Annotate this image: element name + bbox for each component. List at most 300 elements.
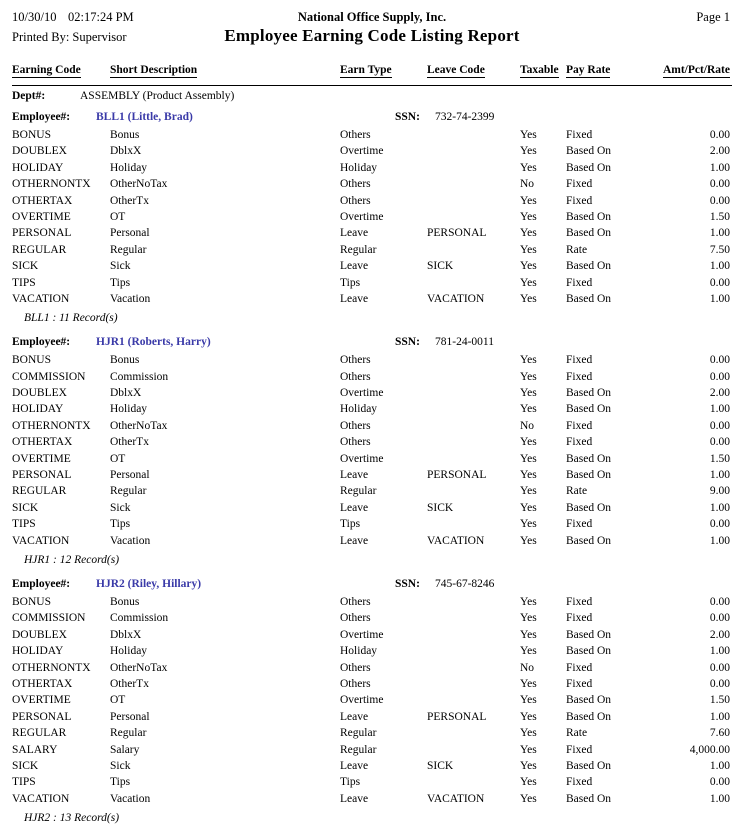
cell-earning-code: SICK bbox=[12, 501, 39, 514]
cell-pay-rate: Fixed bbox=[566, 194, 593, 207]
table-row bbox=[12, 629, 732, 645]
cell-pay-rate: Based On bbox=[566, 645, 612, 658]
cell-short-description: OT bbox=[110, 694, 126, 707]
cell-earn-type: Holiday bbox=[340, 403, 378, 416]
table-row bbox=[12, 776, 732, 792]
cell-short-description: DblxX bbox=[110, 145, 142, 158]
cell-earn-type: Overtime bbox=[340, 387, 384, 400]
cell-short-description: Tips bbox=[110, 276, 131, 289]
table-row bbox=[12, 227, 732, 243]
employee-record-count bbox=[12, 551, 732, 574]
cell-short-description: Bonus bbox=[110, 129, 140, 141]
cell-short-description: Tips bbox=[110, 518, 131, 531]
cell-short-description: Commission bbox=[110, 612, 169, 625]
cell-short-description: OT bbox=[110, 210, 126, 223]
cell-amount: 1.00 bbox=[709, 161, 730, 174]
cell-earning-code: REGULAR bbox=[12, 727, 67, 740]
cell-pay-rate: Based On bbox=[566, 792, 612, 805]
employee-label: Employee#: bbox=[12, 577, 71, 590]
cell-earning-code: SALARY bbox=[12, 743, 58, 756]
cell-short-description: Sick bbox=[110, 759, 131, 772]
cell-taxable: Yes bbox=[520, 354, 537, 367]
cell-earn-type: Regular bbox=[340, 243, 377, 256]
cell-earn-type: Leave bbox=[340, 292, 369, 305]
cell-amount: 1.00 bbox=[709, 403, 730, 416]
cell-pay-rate: Fixed bbox=[566, 776, 593, 789]
cell-amount: 0.00 bbox=[709, 595, 730, 608]
ssn-value: 781-24-0011 bbox=[435, 336, 494, 349]
cell-taxable: Yes bbox=[520, 436, 537, 449]
cell-earning-code: DOUBLEX bbox=[12, 628, 67, 641]
cell-leave-code: VACATION bbox=[427, 292, 485, 305]
table-row bbox=[12, 662, 732, 678]
cell-taxable: No bbox=[520, 661, 535, 674]
cell-short-description: DblxX bbox=[110, 628, 142, 641]
cell-amount: 0.00 bbox=[709, 677, 730, 690]
cell-pay-rate: Based On bbox=[566, 403, 612, 416]
table-row bbox=[12, 727, 732, 743]
cell-taxable: Yes bbox=[520, 694, 537, 707]
employee-record-count bbox=[12, 809, 732, 832]
cell-earning-code: TIPS bbox=[12, 776, 36, 789]
table-row bbox=[12, 277, 732, 293]
cell-short-description: OtherTx bbox=[110, 436, 149, 449]
cell-amount: 1.00 bbox=[709, 645, 730, 658]
cell-leave-code: VACATION bbox=[427, 792, 485, 805]
cell-taxable: Yes bbox=[520, 276, 537, 289]
cell-earn-type: Leave bbox=[340, 469, 369, 482]
cell-earning-code: VACATION bbox=[12, 534, 70, 547]
employee-block bbox=[12, 578, 732, 832]
cell-pay-rate: Fixed bbox=[566, 276, 593, 289]
employee-record-count bbox=[12, 309, 732, 332]
department-label: Dept#: bbox=[12, 90, 46, 102]
cell-pay-rate: Fixed bbox=[566, 370, 593, 383]
cell-short-description: OtherNoTax bbox=[110, 419, 168, 432]
report-header-line2 bbox=[12, 28, 732, 54]
cell-amount: 1.00 bbox=[709, 710, 730, 723]
cell-taxable: Yes bbox=[520, 534, 537, 547]
cell-short-description: OtherTx bbox=[110, 677, 149, 690]
cell-earning-code: PERSONAL bbox=[12, 469, 72, 482]
cell-taxable: Yes bbox=[520, 145, 537, 158]
cell-pay-rate: Based On bbox=[566, 759, 612, 772]
cell-amount: 0.00 bbox=[709, 194, 730, 207]
cell-amount: 0.00 bbox=[709, 776, 730, 789]
cell-earn-type: Others bbox=[340, 661, 371, 674]
cell-taxable: Yes bbox=[520, 677, 537, 690]
table-row bbox=[12, 244, 732, 260]
cell-earning-code: PERSONAL bbox=[12, 710, 72, 723]
table-row bbox=[12, 371, 732, 387]
cell-earning-code: OTHERNONTX bbox=[12, 661, 91, 674]
cell-earn-type: Tips bbox=[340, 518, 361, 531]
cell-short-description: OtherTx bbox=[110, 194, 149, 207]
employee-record-count-text: HJR2 : 13 Record(s) bbox=[24, 812, 120, 825]
table-row bbox=[12, 211, 732, 227]
cell-taxable: Yes bbox=[520, 469, 537, 482]
cell-short-description: Bonus bbox=[110, 354, 140, 367]
cell-pay-rate: Based On bbox=[566, 469, 612, 482]
cell-earning-code: BONUS bbox=[12, 595, 51, 608]
cell-short-description: DblxX bbox=[110, 387, 142, 400]
table-row bbox=[12, 403, 732, 419]
employee-record-count-text: BLL1 : 11 Record(s) bbox=[24, 312, 118, 325]
cell-pay-rate: Fixed bbox=[566, 129, 593, 141]
cell-short-description: Salary bbox=[110, 743, 140, 756]
cell-earning-code: TIPS bbox=[12, 276, 36, 289]
cell-taxable: Yes bbox=[520, 501, 537, 514]
cell-amount: 0.00 bbox=[709, 129, 730, 141]
cell-amount: 1.50 bbox=[709, 210, 730, 223]
cell-earning-code: BONUS bbox=[12, 129, 51, 141]
cell-earning-code: OVERTIME bbox=[12, 694, 71, 707]
cell-amount: 0.00 bbox=[709, 419, 730, 432]
column-header-short-description: Short Description bbox=[110, 64, 198, 76]
table-row bbox=[12, 420, 732, 436]
cell-taxable: Yes bbox=[520, 243, 537, 256]
cell-pay-rate: Based On bbox=[566, 227, 612, 240]
department-value: ASSEMBLY (Product Assembly) bbox=[80, 90, 235, 102]
cell-taxable: Yes bbox=[520, 194, 537, 207]
page-title: Employee Earning Code Listing Report bbox=[224, 26, 520, 45]
cell-pay-rate: Fixed bbox=[566, 595, 593, 608]
cell-pay-rate: Rate bbox=[566, 727, 588, 740]
cell-leave-code: SICK bbox=[427, 501, 454, 514]
cell-earning-code: DOUBLEX bbox=[12, 387, 67, 400]
cell-leave-code: PERSONAL bbox=[427, 710, 487, 723]
cell-leave-code: SICK bbox=[427, 260, 454, 273]
cell-earn-type: Others bbox=[340, 595, 371, 608]
cell-earn-type: Overtime bbox=[340, 694, 384, 707]
table-row bbox=[12, 485, 732, 501]
cell-pay-rate: Fixed bbox=[566, 354, 593, 367]
cell-pay-rate: Based On bbox=[566, 534, 612, 547]
cell-earning-code: HOLIDAY bbox=[12, 645, 64, 658]
cell-short-description: Personal bbox=[110, 710, 150, 723]
cell-earning-code: REGULAR bbox=[12, 485, 67, 498]
table-row bbox=[12, 744, 732, 760]
cell-pay-rate: Fixed bbox=[566, 612, 593, 625]
cell-amount: 0.00 bbox=[709, 661, 730, 674]
cell-earning-code: TIPS bbox=[12, 518, 36, 531]
cell-taxable: Yes bbox=[520, 161, 537, 174]
cell-pay-rate: Fixed bbox=[566, 419, 593, 432]
cell-pay-rate: Rate bbox=[566, 243, 588, 256]
cell-leave-code: PERSONAL bbox=[427, 469, 487, 482]
cell-amount: 1.00 bbox=[709, 260, 730, 273]
table-row bbox=[12, 535, 732, 551]
employee-id-link[interactable]: HJR1 (Roberts, Harry) bbox=[96, 336, 211, 349]
employee-block bbox=[12, 111, 732, 332]
cell-taxable: Yes bbox=[520, 129, 537, 141]
cell-short-description: Commission bbox=[110, 370, 169, 383]
cell-amount: 0.00 bbox=[709, 518, 730, 531]
ssn-label: SSN: bbox=[395, 336, 420, 349]
cell-short-description: Tips bbox=[110, 776, 131, 789]
cell-short-description: Sick bbox=[110, 501, 131, 514]
cell-short-description: Personal bbox=[110, 469, 150, 482]
cell-earning-code: OTHERTAX bbox=[12, 436, 73, 449]
cell-taxable: Yes bbox=[520, 227, 537, 240]
cell-taxable: Yes bbox=[520, 710, 537, 723]
table-row bbox=[12, 502, 732, 518]
cell-pay-rate: Based On bbox=[566, 628, 612, 641]
cell-earning-code: BONUS bbox=[12, 354, 51, 367]
cell-earning-code: HOLIDAY bbox=[12, 403, 64, 416]
table-row bbox=[12, 387, 732, 403]
cell-taxable: No bbox=[520, 419, 535, 432]
cell-earn-type: Overtime bbox=[340, 628, 384, 641]
cell-earning-code: OTHERNONTX bbox=[12, 419, 91, 432]
cell-amount: 0.00 bbox=[709, 612, 730, 625]
cell-pay-rate: Based On bbox=[566, 145, 612, 158]
cell-pay-rate: Fixed bbox=[566, 661, 593, 674]
cell-earning-code: OTHERTAX bbox=[12, 677, 73, 690]
cell-taxable: Yes bbox=[520, 485, 537, 498]
cell-amount: 2.00 bbox=[709, 145, 730, 158]
cell-earning-code: COMMISSION bbox=[12, 370, 86, 383]
cell-earning-code: REGULAR bbox=[12, 243, 67, 256]
cell-earning-code: OVERTIME bbox=[12, 452, 71, 465]
cell-pay-rate: Based On bbox=[566, 292, 612, 305]
cell-short-description: Vacation bbox=[110, 792, 151, 805]
cell-earn-type: Leave bbox=[340, 501, 369, 514]
cell-short-description: Bonus bbox=[110, 595, 140, 608]
cell-earn-type: Others bbox=[340, 194, 371, 207]
cell-earn-type: Regular bbox=[340, 727, 377, 740]
cell-amount: 1.00 bbox=[709, 501, 730, 514]
cell-amount: 7.50 bbox=[709, 243, 730, 256]
table-row bbox=[12, 596, 732, 612]
cell-earn-type: Regular bbox=[340, 485, 377, 498]
cell-taxable: Yes bbox=[520, 628, 537, 641]
cell-earn-type: Others bbox=[340, 436, 371, 449]
table-row bbox=[12, 469, 732, 485]
column-header-leave-code: Leave Code bbox=[427, 64, 485, 76]
table-row bbox=[12, 645, 732, 661]
cell-taxable: Yes bbox=[520, 759, 537, 772]
cell-amount: 0.00 bbox=[709, 354, 730, 367]
cell-earn-type: Tips bbox=[340, 776, 361, 789]
cell-pay-rate: Fixed bbox=[566, 518, 593, 531]
cell-amount: 1.00 bbox=[709, 292, 730, 305]
cell-earning-code: VACATION bbox=[12, 292, 70, 305]
cell-earn-type: Leave bbox=[340, 759, 369, 772]
cell-taxable: Yes bbox=[520, 210, 537, 223]
cell-amount: 2.00 bbox=[709, 628, 730, 641]
cell-earn-type: Holiday bbox=[340, 161, 378, 174]
cell-short-description: Holiday bbox=[110, 403, 148, 416]
cell-taxable: Yes bbox=[520, 776, 537, 789]
printed-by: Printed By: Supervisor bbox=[12, 30, 127, 44]
cell-earn-type: Overtime bbox=[340, 145, 384, 158]
cell-taxable: Yes bbox=[520, 292, 537, 305]
table-row bbox=[12, 518, 732, 534]
employee-block bbox=[12, 336, 732, 574]
cell-amount: 1.00 bbox=[709, 534, 730, 547]
cell-short-description: Sick bbox=[110, 260, 131, 273]
cell-pay-rate: Rate bbox=[566, 485, 588, 498]
cell-amount: 0.00 bbox=[709, 276, 730, 289]
cell-short-description: Regular bbox=[110, 485, 147, 498]
table-row bbox=[12, 178, 732, 194]
cell-earning-code: HOLIDAY bbox=[12, 161, 64, 174]
cell-earn-type: Leave bbox=[340, 792, 369, 805]
column-header-earning-code: Earning Code bbox=[12, 64, 81, 76]
column-header-amt-pct-rate: Amt/Pct/Rate bbox=[662, 64, 730, 76]
cell-leave-code: SICK bbox=[427, 759, 454, 772]
cell-earn-type: Others bbox=[340, 370, 371, 383]
cell-earn-type: Regular bbox=[340, 743, 377, 756]
cell-earning-code: OTHERTAX bbox=[12, 194, 73, 207]
cell-pay-rate: Based On bbox=[566, 452, 612, 465]
cell-amount: 0.00 bbox=[709, 436, 730, 449]
table-row bbox=[12, 453, 732, 469]
table-row bbox=[12, 711, 732, 727]
table-column-headers bbox=[12, 64, 732, 84]
cell-earn-type: Others bbox=[340, 354, 371, 367]
table-row bbox=[12, 293, 732, 309]
cell-taxable: Yes bbox=[520, 743, 537, 756]
table-row bbox=[12, 694, 732, 710]
department-row bbox=[12, 90, 732, 107]
cell-earn-type: Leave bbox=[340, 534, 369, 547]
cell-amount: 9.00 bbox=[709, 485, 730, 498]
employee-id-link[interactable]: BLL1 (Little, Brad) bbox=[96, 111, 193, 123]
header-divider bbox=[12, 85, 732, 86]
page-number: Page 1 bbox=[696, 10, 730, 24]
cell-earn-type: Overtime bbox=[340, 452, 384, 465]
report-body bbox=[12, 111, 732, 832]
table-row bbox=[12, 145, 732, 161]
cell-earning-code: VACATION bbox=[12, 792, 70, 805]
cell-amount: 1.50 bbox=[709, 452, 730, 465]
cell-pay-rate: Based On bbox=[566, 387, 612, 400]
cell-taxable: Yes bbox=[520, 452, 537, 465]
ssn-value: 745-67-8246 bbox=[435, 577, 495, 590]
cell-earn-type: Others bbox=[340, 129, 371, 141]
cell-earning-code: COMMISSION bbox=[12, 612, 86, 625]
cell-taxable: Yes bbox=[520, 387, 537, 400]
table-row bbox=[12, 354, 732, 370]
cell-short-description: OT bbox=[110, 452, 126, 465]
ssn-label: SSN: bbox=[395, 111, 420, 123]
cell-short-description: Vacation bbox=[110, 292, 151, 305]
cell-short-description: Personal bbox=[110, 227, 150, 240]
cell-short-description: Holiday bbox=[110, 645, 148, 658]
table-row bbox=[12, 793, 732, 809]
company-name: National Office Supply, Inc. bbox=[297, 10, 447, 24]
employee-label: Employee#: bbox=[12, 111, 71, 123]
cell-pay-rate: Based On bbox=[566, 694, 612, 707]
cell-amount: 0.00 bbox=[709, 370, 730, 383]
employee-header-row bbox=[12, 336, 732, 354]
cell-amount: 4,000.00 bbox=[689, 743, 730, 756]
report-time: 02:17:24 PM bbox=[68, 10, 134, 24]
ssn-value: 732-74-2399 bbox=[435, 111, 495, 123]
cell-earn-type: Others bbox=[340, 612, 371, 625]
cell-pay-rate: Based On bbox=[566, 210, 612, 223]
report-date: 10/30/10 bbox=[12, 10, 57, 24]
cell-amount: 7.60 bbox=[709, 727, 730, 740]
cell-short-description: Vacation bbox=[110, 534, 151, 547]
cell-earn-type: Tips bbox=[340, 276, 361, 289]
cell-taxable: Yes bbox=[520, 370, 537, 383]
cell-taxable: Yes bbox=[520, 518, 537, 531]
cell-earn-type: Holiday bbox=[340, 645, 378, 658]
cell-short-description: Regular bbox=[110, 727, 147, 740]
cell-earning-code: OTHERNONTX bbox=[12, 178, 91, 191]
cell-taxable: Yes bbox=[520, 260, 537, 273]
cell-earning-code: PERSONAL bbox=[12, 227, 72, 240]
cell-short-description: Regular bbox=[110, 243, 147, 256]
cell-pay-rate: Fixed bbox=[566, 178, 593, 191]
cell-amount: 1.00 bbox=[709, 227, 730, 240]
cell-earn-type: Others bbox=[340, 178, 371, 191]
cell-taxable: Yes bbox=[520, 645, 537, 658]
cell-taxable: Yes bbox=[520, 612, 537, 625]
table-row bbox=[12, 760, 732, 776]
cell-pay-rate: Based On bbox=[566, 501, 612, 514]
employee-record-count-text: HJR1 : 12 Record(s) bbox=[24, 553, 120, 566]
cell-earning-code: DOUBLEX bbox=[12, 145, 67, 158]
cell-earning-code: OVERTIME bbox=[12, 210, 71, 223]
cell-pay-rate: Based On bbox=[566, 161, 612, 174]
cell-amount: 1.00 bbox=[709, 792, 730, 805]
cell-taxable: Yes bbox=[520, 792, 537, 805]
cell-amount: 0.00 bbox=[709, 178, 730, 191]
cell-amount: 2.00 bbox=[709, 387, 730, 400]
cell-earn-type: Leave bbox=[340, 260, 369, 273]
table-row bbox=[12, 129, 732, 145]
employee-header-row bbox=[12, 111, 732, 129]
column-header-earn-type: Earn Type bbox=[340, 64, 392, 76]
cell-short-description: OtherNoTax bbox=[110, 178, 168, 191]
cell-earning-code: SICK bbox=[12, 260, 39, 273]
cell-short-description: OtherNoTax bbox=[110, 661, 168, 674]
cell-earn-type: Leave bbox=[340, 710, 369, 723]
employee-id-link[interactable]: HJR2 (Riley, Hillary) bbox=[96, 577, 202, 590]
ssn-label: SSN: bbox=[395, 577, 420, 590]
cell-leave-code: PERSONAL bbox=[427, 227, 487, 240]
cell-amount: 1.50 bbox=[709, 694, 730, 707]
table-row bbox=[12, 260, 732, 276]
column-header-pay-rate: Pay Rate bbox=[566, 64, 611, 76]
table-row bbox=[12, 612, 732, 628]
table-row bbox=[12, 678, 732, 694]
cell-earn-type: Others bbox=[340, 419, 371, 432]
cell-pay-rate: Fixed bbox=[566, 743, 593, 756]
cell-earning-code: SICK bbox=[12, 759, 39, 772]
table-row bbox=[12, 195, 732, 211]
cell-short-description: Holiday bbox=[110, 161, 148, 174]
employee-label: Employee#: bbox=[12, 336, 71, 349]
cell-pay-rate: Based On bbox=[566, 710, 612, 723]
cell-amount: 1.00 bbox=[709, 469, 730, 482]
cell-earn-type: Overtime bbox=[340, 210, 384, 223]
table-row bbox=[12, 162, 732, 178]
cell-taxable: No bbox=[520, 178, 535, 191]
cell-earn-type: Others bbox=[340, 677, 371, 690]
cell-taxable: Yes bbox=[520, 403, 537, 416]
cell-earn-type: Leave bbox=[340, 227, 369, 240]
cell-pay-rate: Based On bbox=[566, 260, 612, 273]
cell-leave-code: VACATION bbox=[427, 534, 485, 547]
employee-header-row bbox=[12, 578, 732, 596]
table-row bbox=[12, 436, 732, 452]
cell-pay-rate: Fixed bbox=[566, 436, 593, 449]
